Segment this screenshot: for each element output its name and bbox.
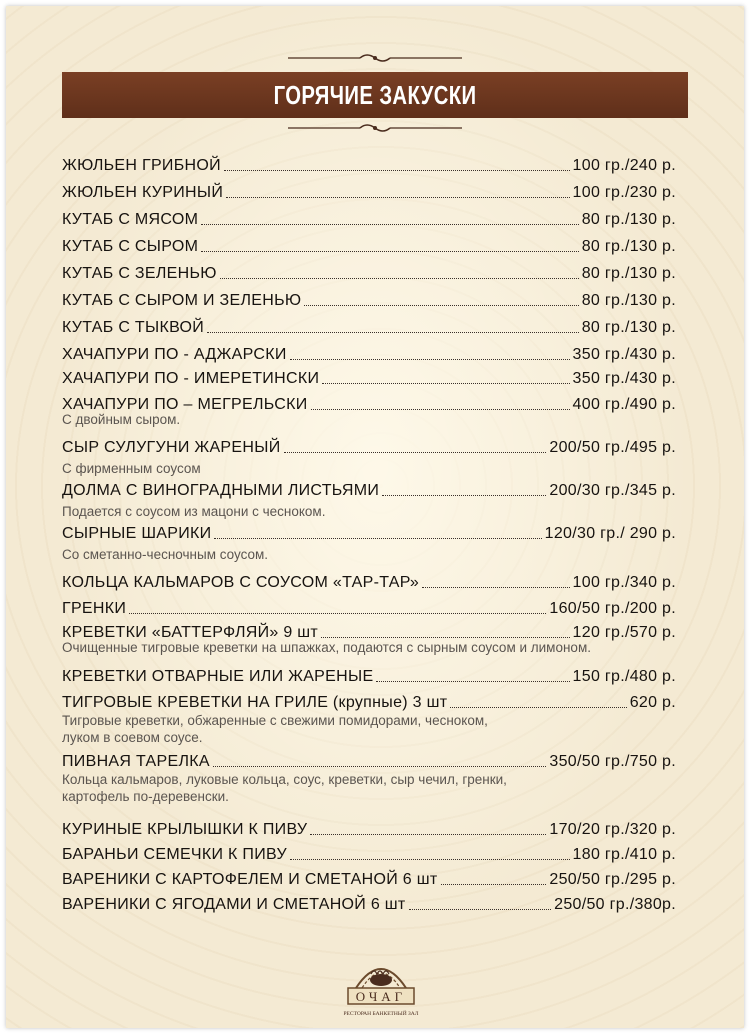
- menu-item: [62, 817, 676, 839]
- item-name: ВАРЕНИКИ С ЯГОДАМИ И СМЕТАНОЙ 6 шт: [62, 896, 406, 913]
- item-description: Очищенные тигровые креветки на шпажках, подаются с сырным соусом и лимоном.: [62, 640, 591, 655]
- item-name: КРЕВЕТКИ «БАТТЕРФЛЯЙ» 9 шт: [62, 624, 319, 641]
- item-name: ЖЮЛЬЕН КУРИНЫЙ: [62, 184, 224, 201]
- menu-item: [62, 892, 676, 914]
- item-price: 100 гр./230 р.: [572, 184, 676, 201]
- menu-list: [6, 6, 744, 1006]
- menu-item: [62, 315, 676, 337]
- item-name: ХАЧАПУРИ ПО – МЕГРЕЛЬСКИ: [62, 396, 308, 413]
- item-name: КРЕВЕТКИ ОТВАРНЫЕ ИЛИ ЖАРЕНЫЕ: [62, 668, 374, 685]
- item-price: 400 гр./490 р.: [572, 396, 676, 413]
- logo-subtext: РЕСТОРАН БАНКЕТНЫЙ ЗАЛ: [343, 1011, 419, 1017]
- item-price: 620 р.: [629, 694, 676, 711]
- item-name: ДОЛМА С ВИНОГРАДНЫМИ ЛИСТЬЯМИ: [62, 482, 380, 499]
- item-name: СЫРНЫЕ ШАРИКИ: [62, 525, 212, 542]
- menu-item: [62, 842, 676, 864]
- item-price: 150 гр./480 р.: [572, 668, 676, 685]
- item-description: Тигровые креветки, обжаренные с свежими помидорами, чесноком,: [62, 713, 488, 728]
- item-price: 80 гр./130 р.: [581, 211, 676, 228]
- item-price: 200/30 гр./345 р.: [549, 482, 676, 499]
- item-price: 200/50 гр./495 р.: [549, 439, 676, 456]
- menu-item: [62, 153, 676, 175]
- dot-leader: [213, 765, 547, 767]
- menu-page: [6, 6, 744, 1028]
- item-name: КУТАБ С СЫРОМ: [62, 238, 199, 255]
- dot-leader: [382, 494, 546, 496]
- menu-item: [62, 664, 676, 686]
- menu-item: [62, 261, 676, 283]
- dot-leader: [284, 451, 547, 453]
- menu-item: [62, 288, 676, 310]
- dot-leader: [226, 196, 569, 198]
- dot-leader: [376, 680, 569, 682]
- menu-item: [62, 234, 676, 256]
- logo-text: ОЧАГ: [355, 989, 407, 1004]
- dot-leader: [214, 537, 541, 539]
- dot-leader: [290, 358, 570, 360]
- page-title: ГОРЯЧИЕ ЗАКУСКИ: [273, 79, 477, 110]
- dot-leader: [311, 408, 570, 410]
- item-name: ЖЮЛЬЕН ГРИБНОЙ: [62, 157, 221, 174]
- dot-leader: [304, 304, 578, 306]
- item-name: ХАЧАПУРИ ПО - ИМЕРЕТИНСКИ: [62, 370, 320, 387]
- item-price: 180 гр./410 р.: [572, 846, 676, 863]
- item-description: С двойным сыром.: [62, 412, 181, 427]
- item-name: КУРИНЫЕ КРЫЛЫШКИ К ПИВУ: [62, 821, 308, 838]
- menu-item: [62, 521, 676, 543]
- restaurant-logo-icon: [342, 948, 420, 1024]
- item-name: КУТАБ С МЯСОМ: [62, 211, 199, 228]
- menu-item: [62, 342, 676, 364]
- dot-leader: [310, 833, 546, 835]
- item-price: 350/50 гр./750 р.: [549, 753, 676, 770]
- item-price: 120/30 гр./ 290 р.: [544, 525, 676, 542]
- menu-item: [62, 570, 676, 592]
- menu-item: [62, 867, 676, 889]
- item-price: 100 гр./340 р.: [572, 574, 676, 591]
- dot-leader: [422, 586, 570, 588]
- item-name: ТИГРОВЫЕ КРЕВЕТКИ НА ГРИЛЕ (крупные) 3 шт: [62, 694, 448, 711]
- item-price: 120 гр./570 р.: [572, 624, 676, 641]
- dot-leader: [321, 636, 569, 638]
- item-name: КОЛЬЦА КАЛЬМАРОВ С СОУСОМ «ТАР-ТАР»: [62, 574, 420, 591]
- item-name: СЫР СУЛУГУНИ ЖАРЕНЫЙ: [62, 439, 281, 456]
- dot-leader: [290, 858, 570, 860]
- menu-item: [62, 690, 676, 712]
- menu-item: [62, 478, 676, 500]
- item-name: КУТАБ С СЫРОМ И ЗЕЛЕНЬЮ: [62, 292, 302, 309]
- menu-item: [62, 435, 676, 457]
- item-price: 350 гр./430 р.: [572, 346, 676, 363]
- dot-leader: [441, 883, 547, 885]
- dot-leader: [207, 331, 579, 333]
- dot-leader: [322, 382, 569, 384]
- menu-item: [62, 620, 676, 642]
- menu-item: [62, 392, 676, 414]
- item-name: КУТАБ С ЗЕЛЕНЬЮ: [62, 265, 217, 282]
- menu-item: [62, 207, 676, 229]
- item-description: Со сметанно-чесночным соусом.: [62, 547, 269, 562]
- menu-item: [62, 749, 676, 771]
- item-price: 80 гр./130 р.: [581, 265, 676, 282]
- item-price: 350 гр./430 р.: [572, 370, 676, 387]
- item-name: КУТАБ С ТЫКВОЙ: [62, 319, 205, 336]
- item-name: ВАРЕНИКИ С КАРТОФЕЛЕМ И СМЕТАНОЙ 6 шт: [62, 871, 438, 888]
- item-name: ХАЧАПУРИ ПО - АДЖАРСКИ: [62, 346, 287, 363]
- item-name: БАРАНЬИ СЕМЕЧКИ К ПИВУ: [62, 846, 287, 863]
- item-price: 100 гр./240 р.: [572, 157, 676, 174]
- menu-item: [62, 596, 676, 618]
- item-price: 80 гр./130 р.: [581, 292, 676, 309]
- item-description-line2: луком в соевом соусе.: [62, 730, 203, 745]
- dot-leader: [201, 223, 578, 225]
- menu-item: [62, 180, 676, 202]
- dot-leader: [450, 706, 626, 708]
- dot-leader: [201, 250, 578, 252]
- item-price: 250/50 гр./380р.: [554, 896, 676, 913]
- item-price: 250/50 гр./295 р.: [549, 871, 676, 888]
- item-price: 160/50 гр./200 р.: [549, 600, 676, 617]
- item-name: ПИВНАЯ ТАРЕЛКА: [62, 753, 210, 770]
- dot-leader: [224, 169, 570, 171]
- dot-leader: [220, 277, 579, 279]
- item-description: Подается с соусом из мацони с чесноком.: [62, 504, 326, 519]
- item-name: ГРЕНКИ: [62, 600, 127, 617]
- item-price: 80 гр./130 р.: [581, 319, 676, 336]
- item-description: С фирменным соусом: [62, 461, 201, 476]
- item-price: 170/20 гр./320 р.: [549, 821, 676, 838]
- dot-leader: [409, 908, 552, 910]
- dot-leader: [129, 612, 546, 614]
- menu-item: [62, 366, 676, 388]
- item-description-line2: картофель по-деревенски.: [62, 789, 229, 804]
- item-price: 80 гр./130 р.: [581, 238, 676, 255]
- item-description: Кольца кальмаров, луковые кольца, соус, креветки, сыр чечил, гренки,: [62, 772, 507, 787]
